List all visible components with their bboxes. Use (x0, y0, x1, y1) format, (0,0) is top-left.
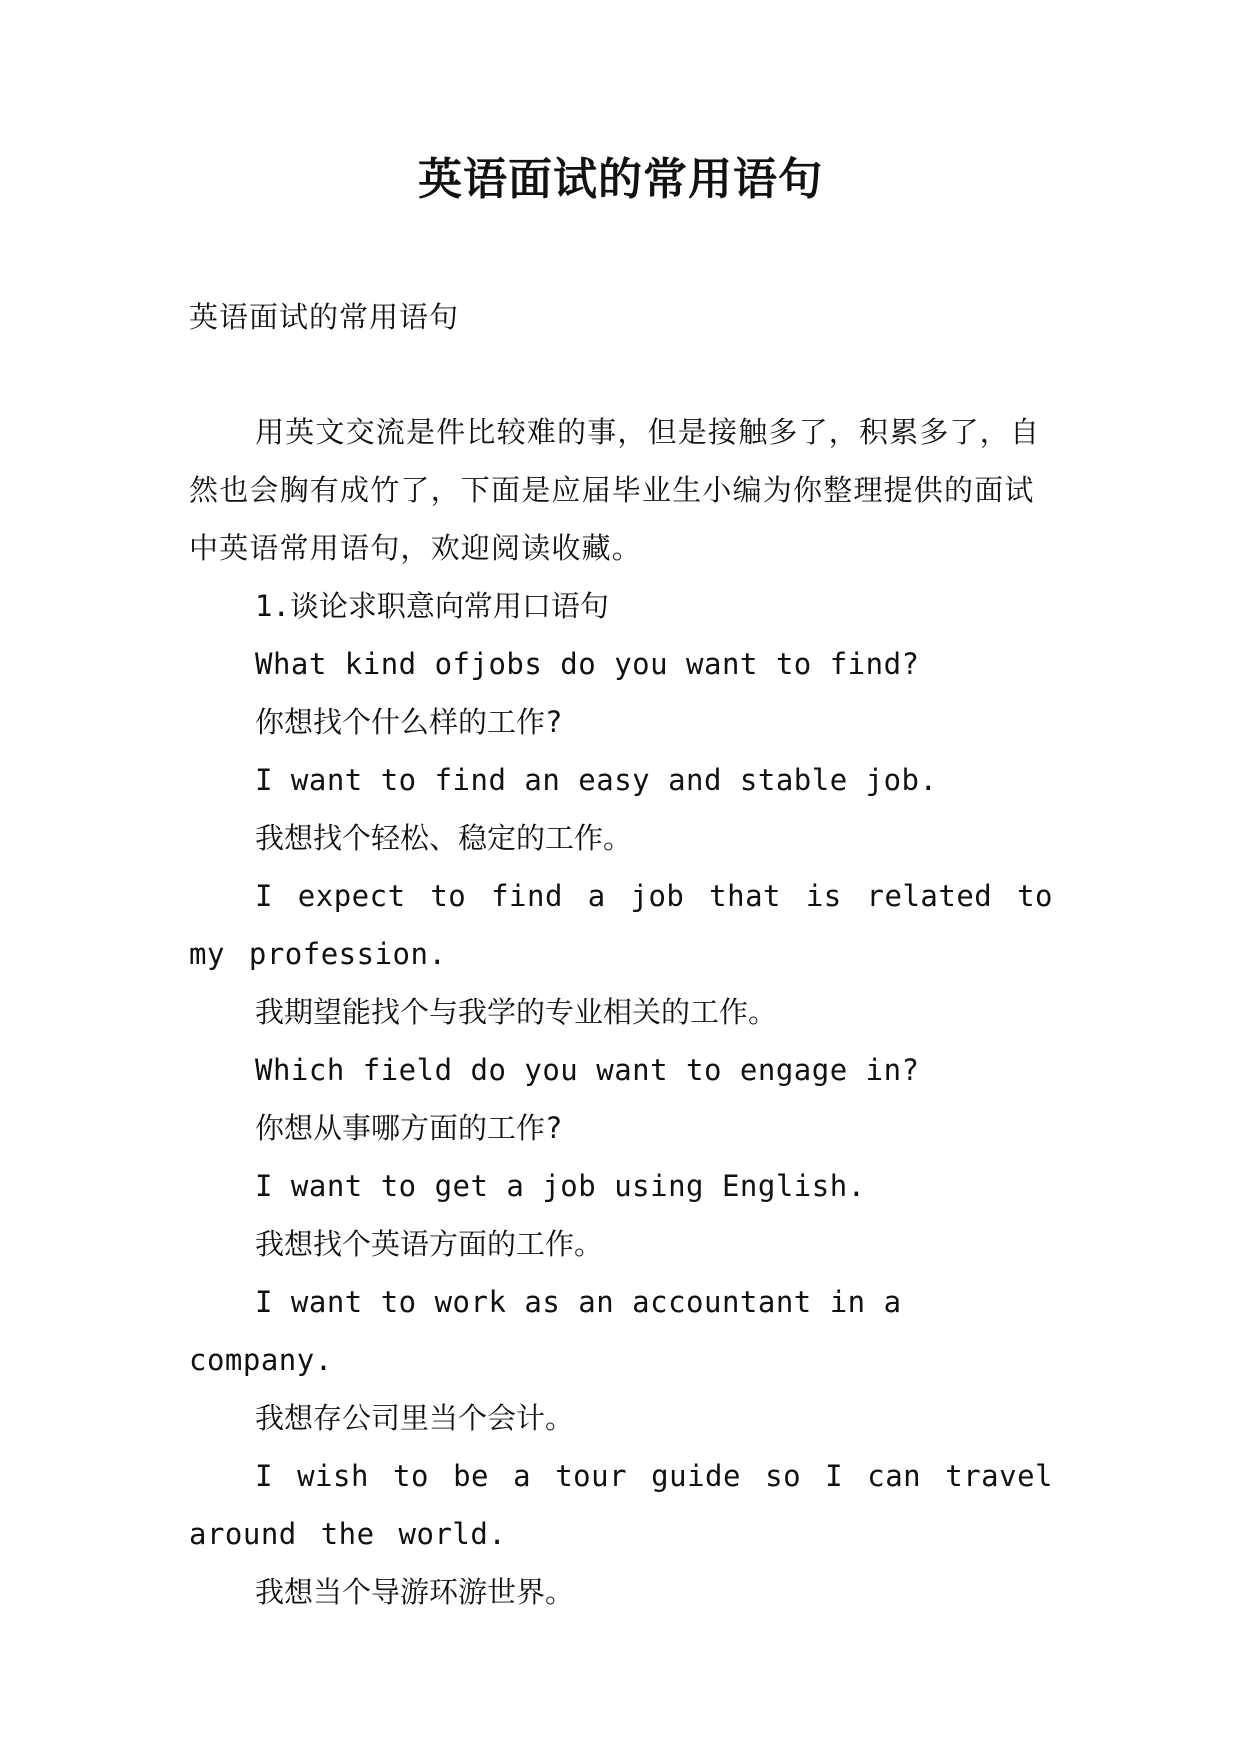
english-sentence: I expect to find a job that is related to my profession. (189, 879, 1053, 971)
chinese-translation: 你想从事哪方面的工作? (255, 1111, 563, 1145)
english-sentence: I want to get a job using English. (255, 1169, 866, 1203)
english-sentence: Which field do you want to engage in? (255, 1053, 920, 1087)
chinese-translation: 我想找个轻松、稳定的工作。 (255, 821, 633, 855)
chinese-translation: 你想找个什么样的工作? (255, 705, 563, 739)
chinese-translation: 我想当个导游环游世界。 (255, 1575, 575, 1609)
chinese-translation: 我想存公司里当个会计。 (255, 1401, 575, 1435)
intro-paragraph: 用英文交流是件比较难的事，但是接触多了，积累多了，自然也会胸有成竹了，下面是应届毕业生小编为你整理提供的面试中英语常用语句，欢迎阅读收藏。 (189, 415, 1041, 565)
document-subtitle: 英语面试的常用语句 (189, 300, 460, 334)
document-body (189, 403, 1053, 1621)
document-title: 英语面试的常用语句 (418, 154, 823, 205)
chinese-translation: 我想找个英语方面的工作。 (255, 1227, 604, 1261)
english-sentence: What kind ofjobs do you want to find? (255, 647, 920, 681)
section-heading: 1.谈论求职意向常用口语句 (255, 589, 609, 623)
english-sentence: I want to work as an accountant in a company. (189, 1285, 902, 1377)
english-sentence: I wish to be a tour guide so I can travel around the world. (189, 1459, 1053, 1551)
english-sentence: I want to find an easy and stable job. (255, 763, 938, 797)
chinese-translation: 我期望能找个与我学的专业相关的工作。 (255, 995, 778, 1029)
